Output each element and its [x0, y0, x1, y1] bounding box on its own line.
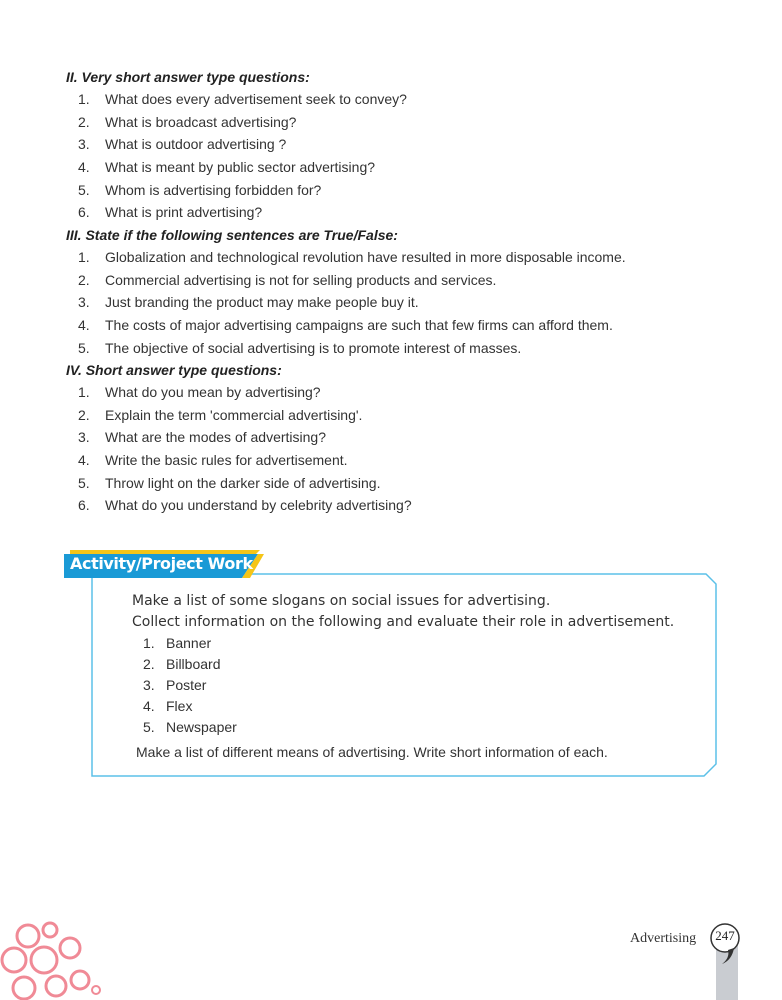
activity-list: [143, 633, 237, 738]
list-item: 2. Billboard: [143, 656, 221, 672]
activity-line-1: Make a list of some slogans on social issues for advertising.: [132, 593, 551, 609]
list-item: 6. What is print advertising?: [78, 204, 263, 221]
list-item: 5. Whom is advertising forbidden for?: [78, 181, 322, 198]
list-item: 5. The objective of social advertising is to promote interest of masses.: [78, 339, 522, 356]
list-item: 5. Newspaper: [143, 719, 237, 735]
list-item: 1. Banner: [143, 635, 212, 651]
list-item: 1. What does every advertisement seek to convey?: [78, 91, 407, 107]
list-item: 1. What do you mean by advertising?: [78, 384, 321, 400]
decorative-circles-icon: [0, 908, 110, 1000]
list-item: 4. What is meant by public sector advertising?: [78, 159, 376, 176]
activity-title: Activity/Project Work: [70, 554, 253, 573]
section-iv-title: IV. Short answer type questions:: [66, 362, 282, 378]
list-item: 3. Just branding the product may make people buy it.: [78, 294, 419, 311]
list-item: 2. What is broadcast advertising?: [78, 113, 297, 130]
activity-line-2: Collect information on the following and evaluate their role in advertisement.: [132, 614, 675, 630]
list-item: 2. Commercial advertising is not for selling products and services.: [78, 271, 497, 288]
section-iv-list: [78, 381, 412, 517]
list-item: 6. What do you understand by celebrity advertising?: [78, 497, 412, 514]
list-item: 3. What are the modes of advertising?: [78, 429, 327, 446]
list-item: 2. Explain the term 'commercial advertising'.: [78, 406, 363, 423]
chapter-name: Advertising: [630, 931, 697, 946]
page-number: 247: [715, 928, 735, 943]
list-item: 4. Flex: [143, 698, 193, 714]
activity-line-3: Make a list of different means of advertising. Write short information of each.: [136, 744, 608, 760]
list-item: 4. The costs of major advertising campaigns are such that few firms can afford them.: [78, 317, 613, 334]
list-item: 3. Poster: [143, 677, 207, 693]
list-item: 3. What is outdoor advertising ?: [78, 136, 287, 153]
list-item: 1. Globalization and technological revolution have resulted in more disposable income.: [78, 249, 626, 265]
section-ii-list: [78, 88, 407, 224]
list-item: 5. Throw light on the darker side of advertising.: [78, 474, 381, 491]
list-item: 4. Write the basic rules for advertisement.: [78, 452, 348, 469]
section-iii-list: [78, 246, 626, 359]
section-iii-title: III. State if the following sentences are True/False:: [66, 227, 398, 243]
section-ii-title: II. Very short answer type questions:: [66, 69, 310, 85]
